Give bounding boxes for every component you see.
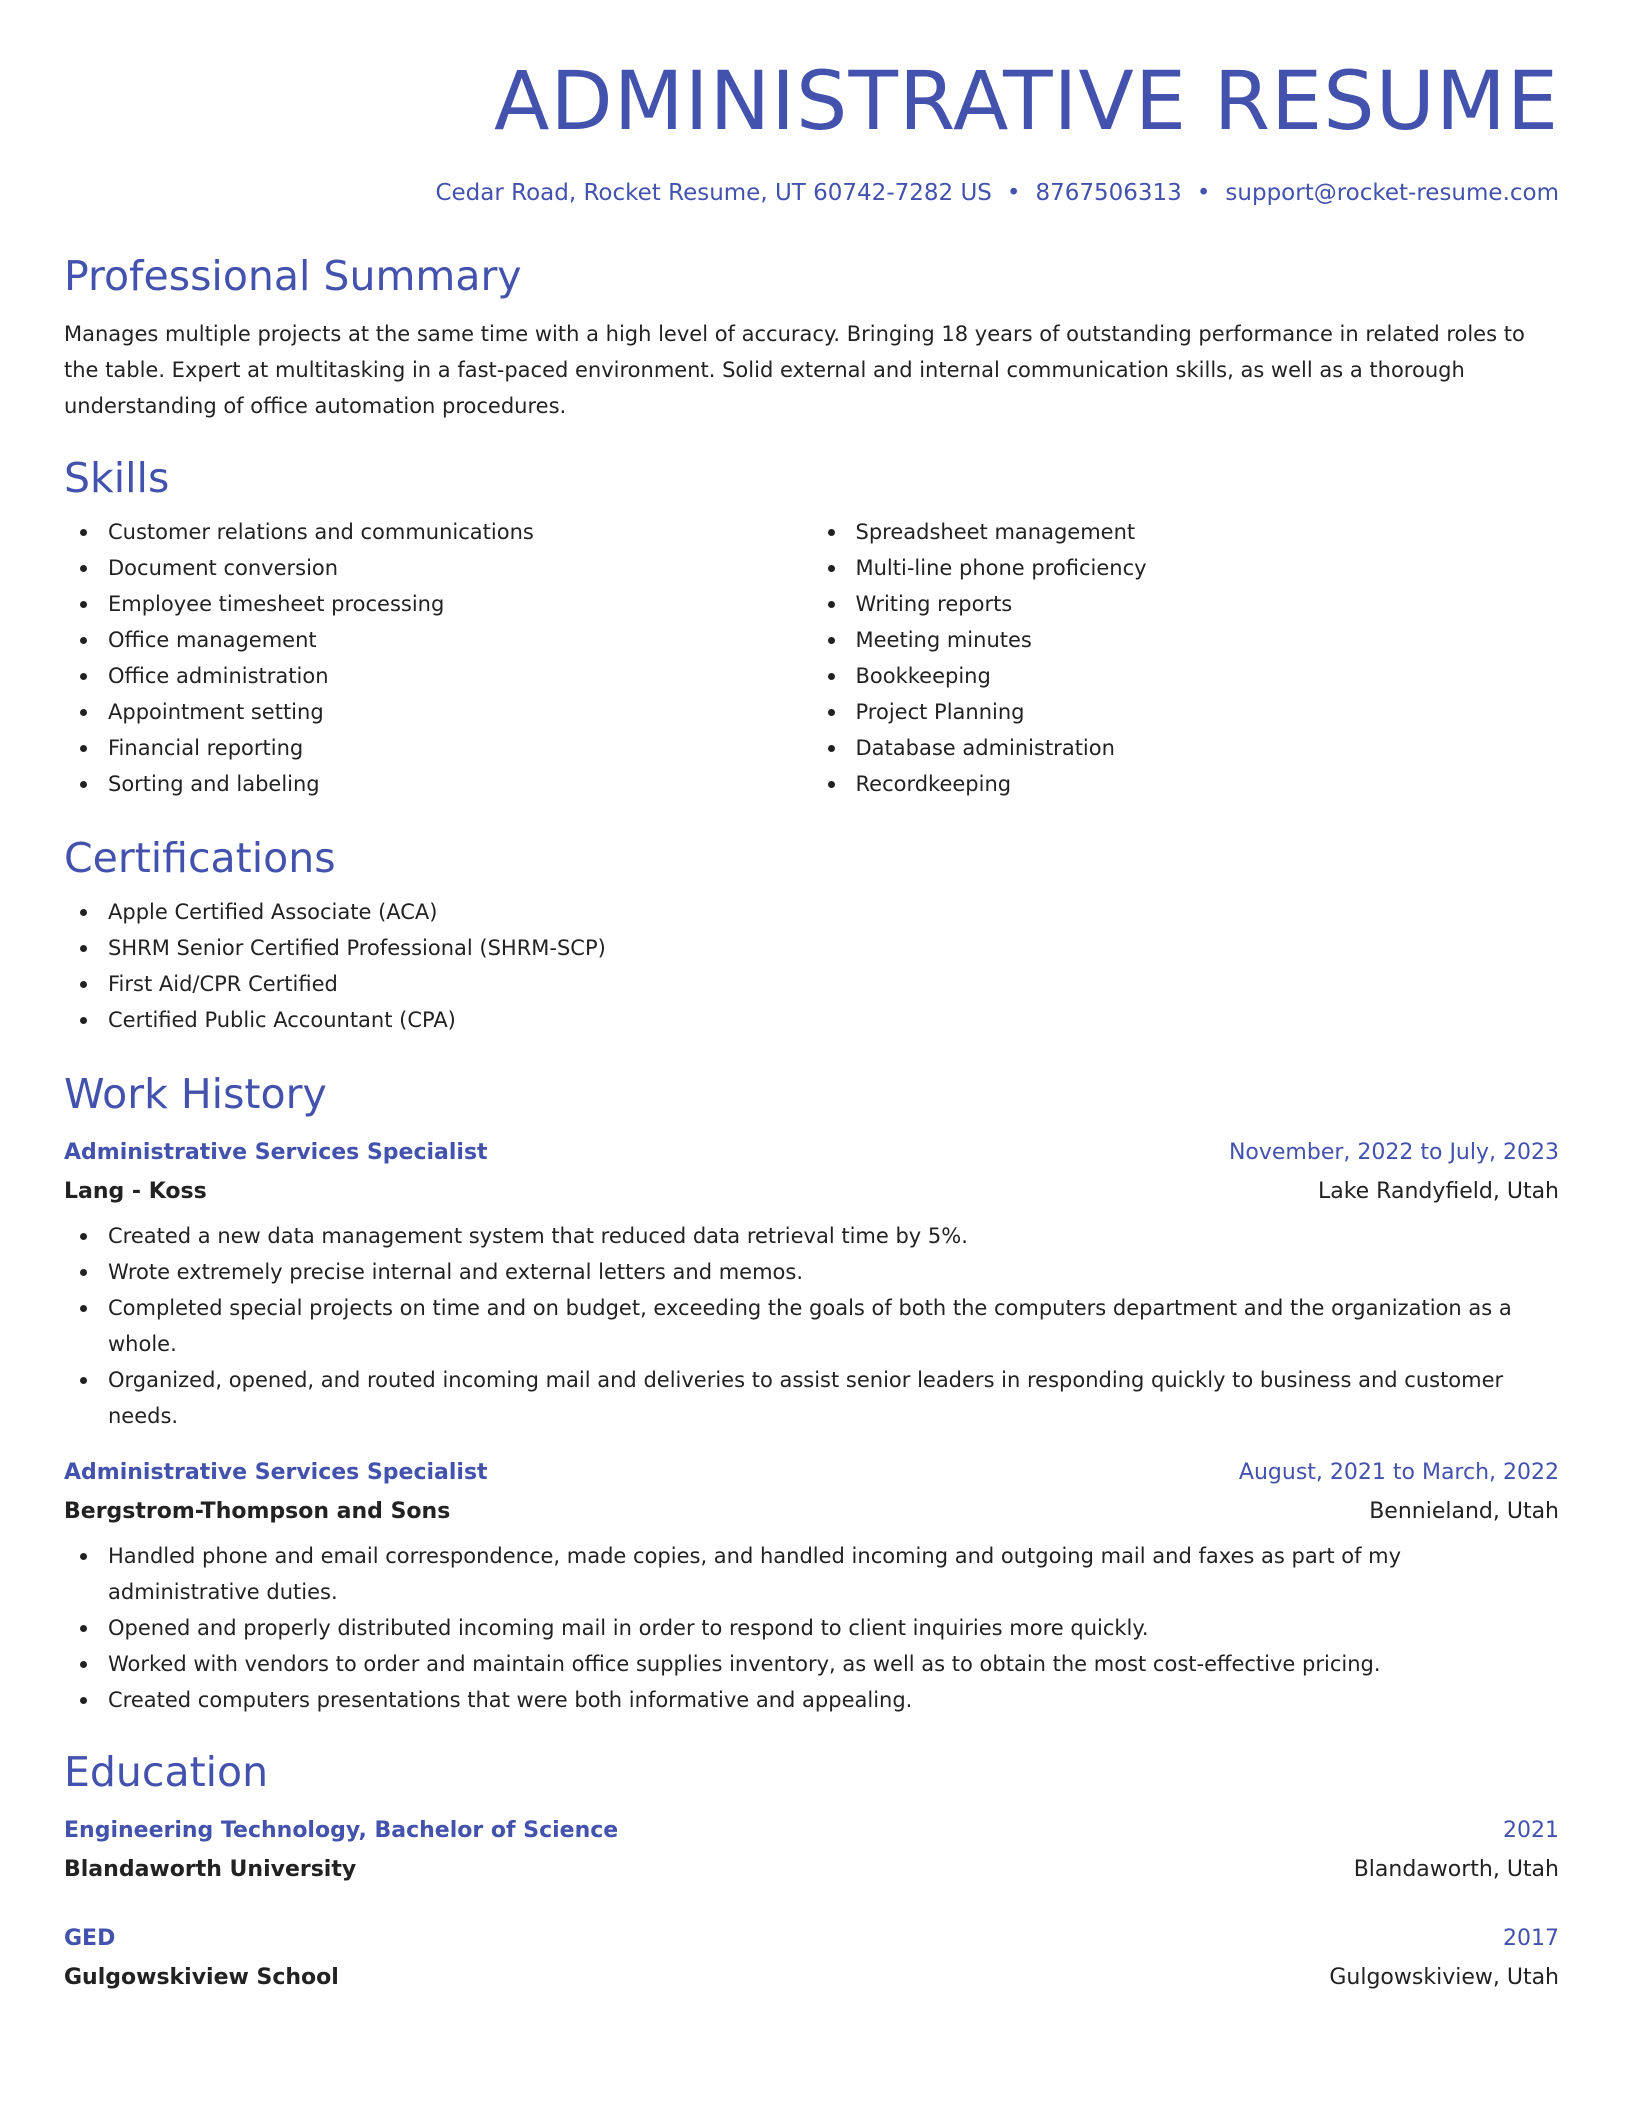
skill-item: Office administration [108, 658, 812, 694]
skills-right-list [812, 514, 1560, 802]
skill-item: Multi-line phone proficiency [856, 550, 1560, 586]
certifications-list [64, 894, 1559, 1038]
job-dates: November, 2022 to July, 2023 [1228, 1140, 1559, 1165]
contact-address: Cedar Road, Rocket Resume, UT 60742-7282 US [435, 180, 992, 206]
job-bullet: Worked with vendors to order and maintain office supplies inventory, as well as to obtain the most cost-effective pricing. [108, 1646, 1559, 1682]
certifications-section-title: Certifications [64, 834, 336, 882]
education-school: Gulgowskiview School [64, 1965, 339, 1990]
contact-line [64, 176, 1559, 210]
skill-item: Appointment setting [108, 694, 812, 730]
job-bullet: Created a new data management system that reduced data retrieval time by 5%. [108, 1218, 1559, 1254]
skill-item: Meeting minutes [856, 622, 1560, 658]
certification-item: Certified Public Accountant (CPA) [108, 1002, 1559, 1038]
skill-item: Bookkeeping [856, 658, 1560, 694]
skills-left-list [64, 514, 812, 802]
education-location: Blandaworth, Utah [1353, 1857, 1559, 1882]
skill-item: Writing reports [856, 586, 1560, 622]
job-location: Lake Randyfield, Utah [1317, 1179, 1559, 1204]
summary-text: Manages multiple projects at the same time with a high level of accuracy. Bringing 18 years of outstanding performance in related roles to the table. Expert at multitasking in a fast-paced environment. Solid external and internal communication skills, as well as a thorough understanding of office automation procedures. [64, 322, 1525, 418]
skill-item: Spreadsheet management [856, 514, 1560, 550]
education-entry [64, 1812, 1559, 1890]
job-bullet: Created computers presentations that were both informative and appealing. [108, 1682, 1559, 1718]
job-bullets [64, 1538, 1559, 1718]
job-bullet: Completed special projects on time and on budget, exceeding the goals of both the computers department and the organization as a whole. [108, 1290, 1559, 1362]
contact-separator: • [1196, 180, 1211, 206]
certification-item: SHRM Senior Certified Professional (SHRM-SCP) [108, 930, 1559, 966]
certification-item: First Aid/CPR Certified [108, 966, 1559, 1002]
resume-page [64, 52, 1559, 1998]
job-entry [64, 1134, 1559, 1434]
job-company: Lang - Koss [64, 1179, 207, 1204]
resume-name-heading: ADMINISTRATIVE RESUME [494, 55, 1559, 149]
contact-email: support@rocket-resume.com [1225, 180, 1559, 206]
skill-item: Employee timesheet processing [108, 586, 812, 622]
skills-columns [64, 514, 1559, 802]
skills-section-title: Skills [64, 454, 170, 502]
job-header-row [64, 1454, 1559, 1492]
skill-item: Document conversion [108, 550, 812, 586]
education-school-row [64, 1850, 1559, 1890]
contact-separator: • [1006, 180, 1021, 206]
education-school-row [64, 1958, 1559, 1998]
job-role: Administrative Services Specialist [64, 1460, 488, 1485]
job-bullet: Handled phone and email correspondence, made copies, and handled incoming and outgoing mail and faxes as part of my administrative duties. [108, 1538, 1559, 1610]
skill-item: Financial reporting [108, 730, 812, 766]
summary-section-title: Professional Summary [64, 252, 522, 300]
skill-item: Recordkeeping [856, 766, 1560, 802]
education-school: Blandaworth University [64, 1857, 357, 1882]
job-company-row [64, 1172, 1559, 1212]
skill-item: Office management [108, 622, 812, 658]
job-bullets [64, 1218, 1559, 1434]
education-degree: GED [64, 1926, 116, 1951]
job-bullet: Opened and properly distributed incoming mail in order to respond to client inquiries more quickly. [108, 1610, 1559, 1646]
job-role: Administrative Services Specialist [64, 1140, 488, 1165]
contact-phone: 8767506313 [1035, 180, 1182, 206]
job-company-row [64, 1492, 1559, 1532]
job-dates: August, 2021 to March, 2022 [1238, 1460, 1559, 1485]
education-year: 2021 [1503, 1818, 1559, 1843]
skill-item: Database administration [856, 730, 1560, 766]
education-degree: Engineering Technology, Bachelor of Science [64, 1818, 619, 1843]
work-history-section-title: Work History [64, 1070, 327, 1118]
job-company: Bergstrom-Thompson and Sons [64, 1499, 451, 1524]
education-location: Gulgowskiview, Utah [1329, 1965, 1559, 1990]
skill-item: Sorting and labeling [108, 766, 812, 802]
certification-item: Apple Certified Associate (ACA) [108, 894, 1559, 930]
job-bullet: Organized, opened, and routed incoming mail and deliveries to assist senior leaders in responding quickly to business and customer needs. [108, 1362, 1559, 1434]
education-entry [64, 1920, 1559, 1998]
job-header-row [64, 1134, 1559, 1172]
education-header-row [64, 1920, 1559, 1958]
job-bullet: Wrote extremely precise internal and external letters and memos. [108, 1254, 1559, 1290]
skill-item: Project Planning [856, 694, 1560, 730]
skill-item: Customer relations and communications [108, 514, 812, 550]
education-header-row [64, 1812, 1559, 1850]
job-location: Bennieland, Utah [1369, 1499, 1559, 1524]
education-section-title: Education [64, 1748, 269, 1796]
job-entry [64, 1454, 1559, 1718]
education-year: 2017 [1503, 1926, 1559, 1951]
